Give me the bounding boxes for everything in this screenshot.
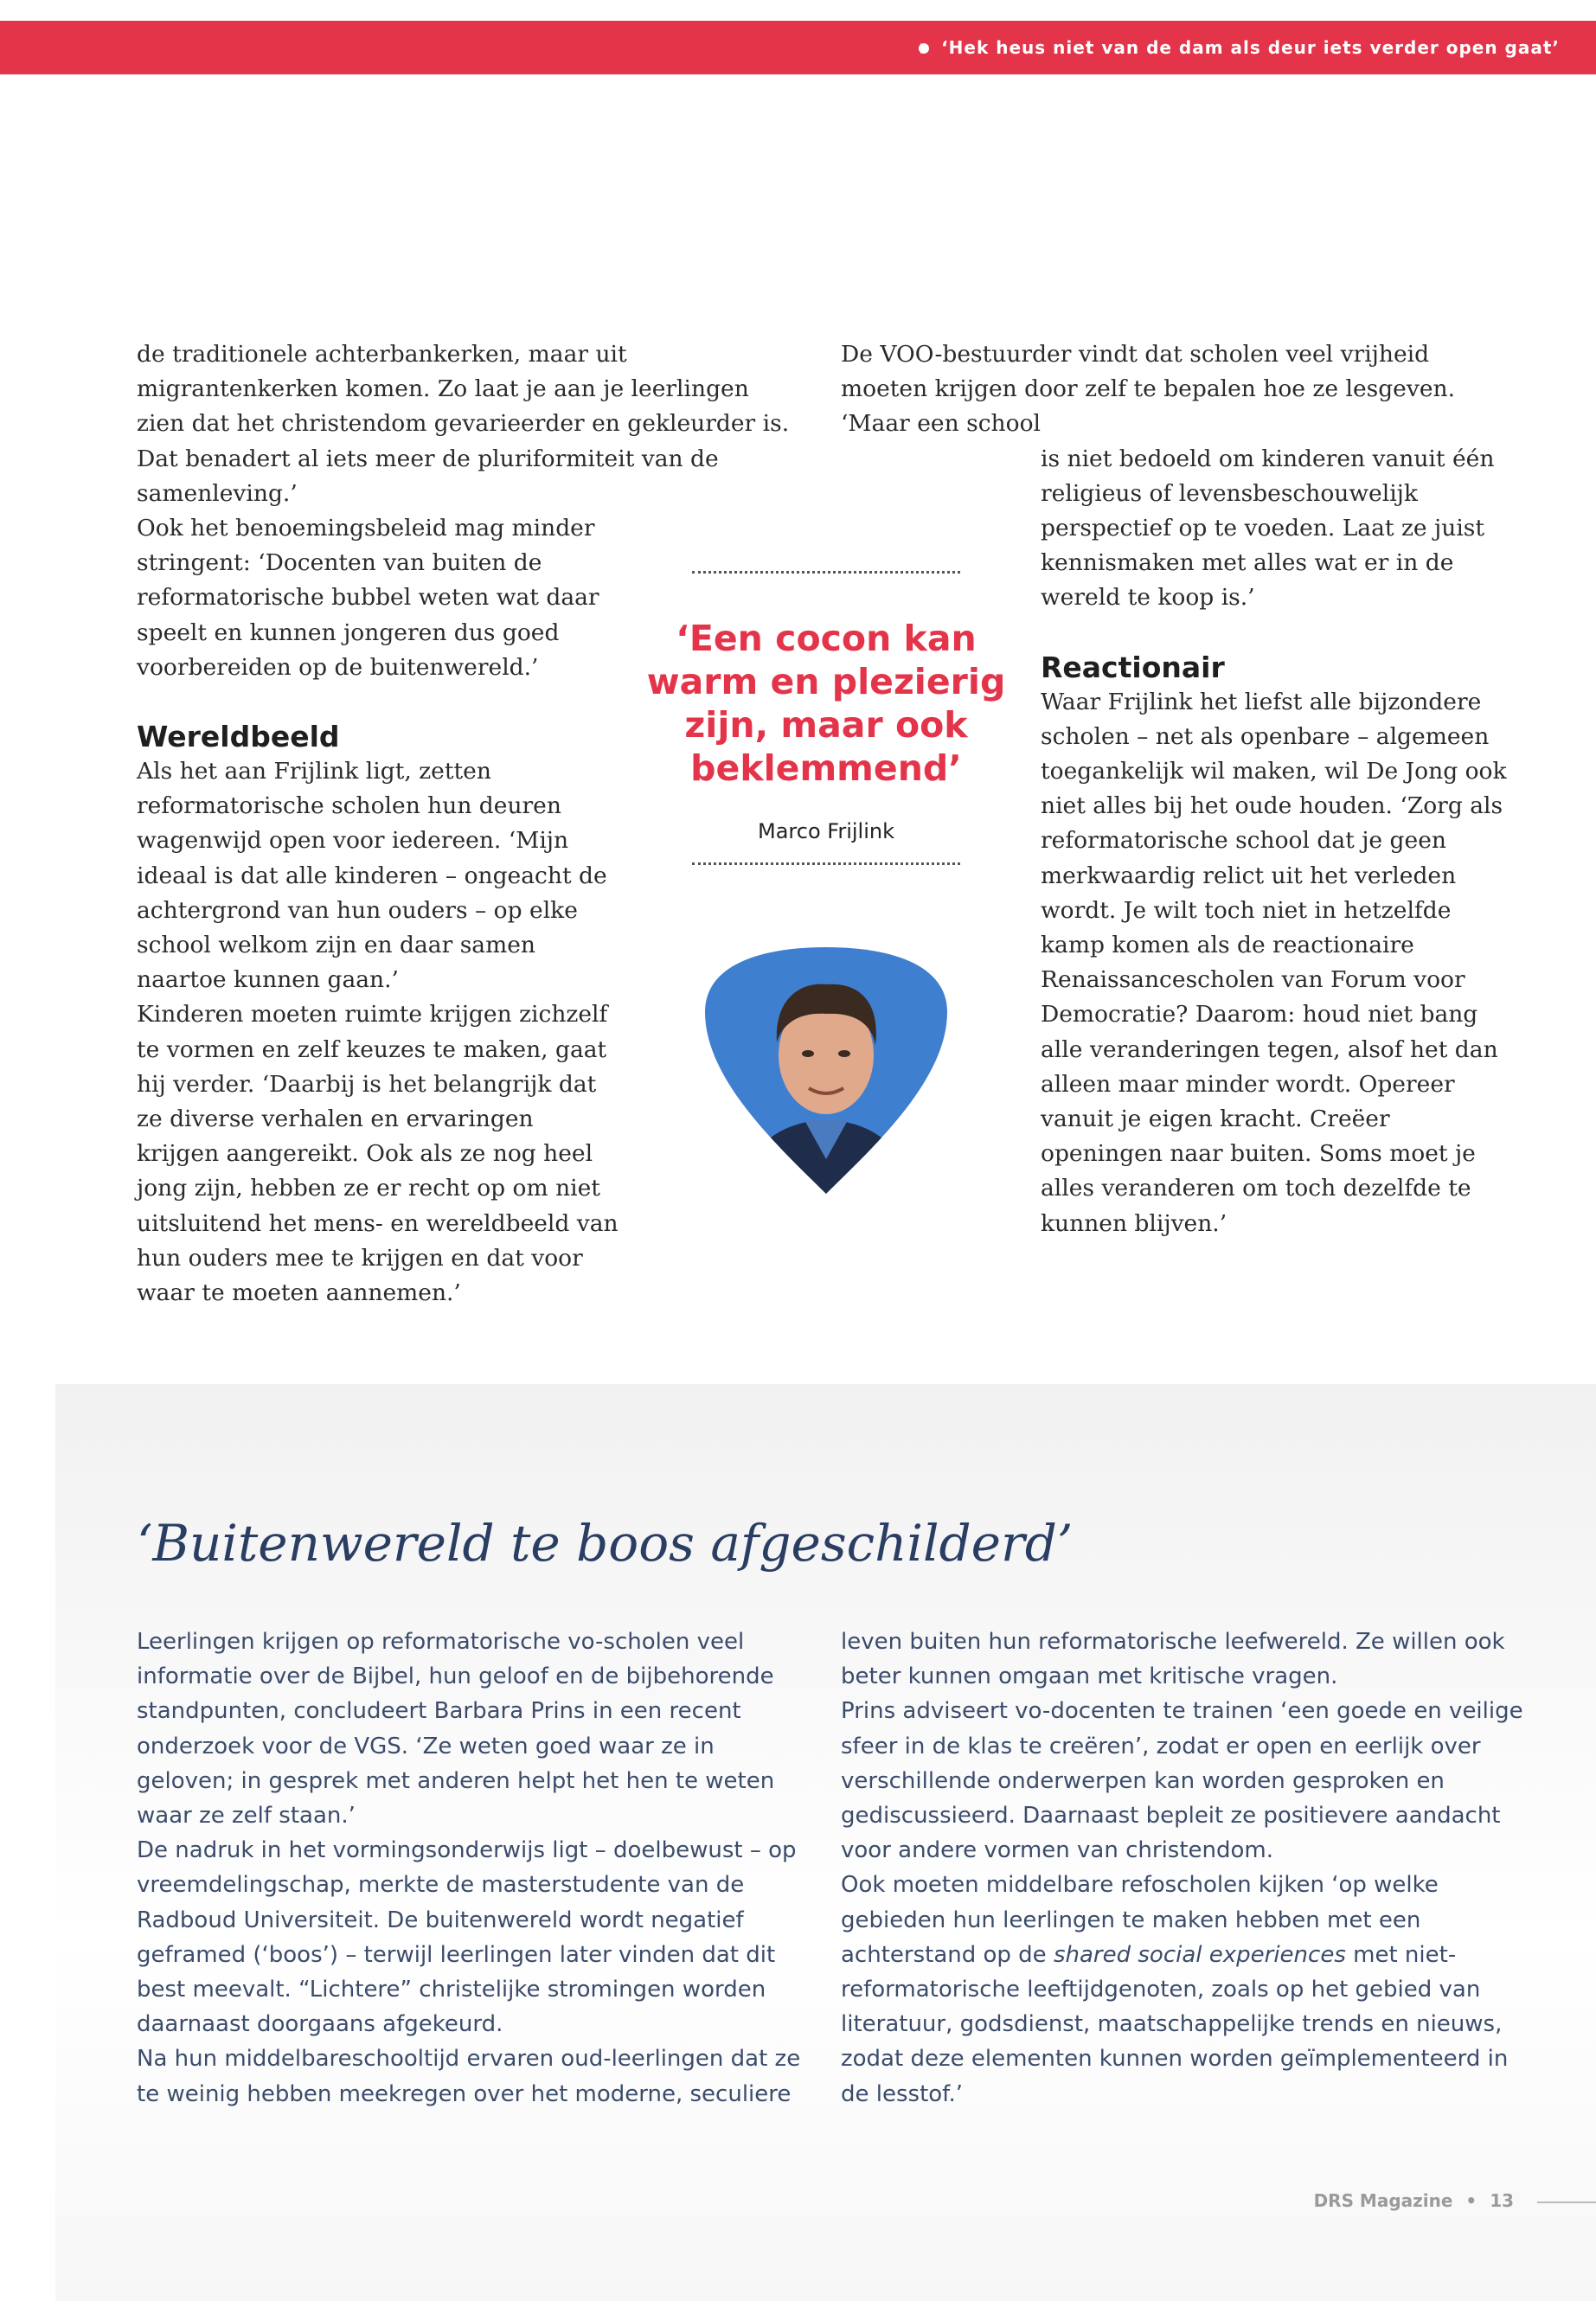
paragraph: de traditionele achterbankerken, maar uit migrantenkerken komen. Zo laat je aan je leerlingen zien dat het christendom gevarieerder en gekleurder is. Dat benadert al iets meer de pluriformiteit van de samenleving.’ [137, 341, 790, 507]
article-column-right [841, 337, 1533, 1241]
info-box-title: ‘Buitenwereld te boos afgeschilderd’ [137, 1514, 1074, 1573]
section-heading-reactionair: Reactionair [1041, 650, 1225, 684]
paragraph [841, 1868, 1524, 2111]
paragraph: Waar Frijlink het liefst alle bijzondere scholen – net als openbare – algemeen toegankelijk wil maken, wil De Jong ook niet alles bij het oude houden. ‘Zorg als reformatorische school dat je geen merkwaardig relict uit het verleden wordt. Je wilt toch niet in hetzelfde kamp komen als de reactionaire Renaissancescholen van Forum voor Democratie? Daarom: houd niet bang alle veranderingen tegen, alsof het dan alleen maar minder wordt. Opereer vanuit je eigen kracht. Creëer openingen naar buiten. Soms moet je alles veranderen om toch dezelfde te kunnen blijven.’ [1041, 688, 1507, 1237]
emphasis-text: shared social experiences [1053, 1941, 1346, 1968]
paragraph: Prins adviseert vo-docenten te trainen ‘een goede en veilige sfeer in de klas te creëren’, zodat er open en eerlijk over verschillende onderwerpen kan worden gesproken en gediscussieerd. Daarnaast bepleit ze positievere aandacht voor andere vormen van christendom. [841, 1698, 1523, 1864]
paragraph: De nadruk in het vormingsonderwijs ligt – doelbewust – op vreemdelingschap, merkte de masterstudente van de Radboud Universiteit. De buitenwereld wordt negatief geframed (‘boos’) – terwijl leerlingen later vinden dat dit best meevalt. “Lichtere” christelijke stromingen worden daarnaast doorgaans afgekeurd. [137, 1837, 797, 2038]
paragraph-text: met niet-reformatorische leeftijdgenoten, zoals op het gebied van literatuur, godsdienst, maatschappelijke trends en nieuws, zodat deze elementen kunnen worden geïmplementeerd in de lesstof.’ [841, 1941, 1509, 2107]
paragraph: Als het aan Frijlink ligt, zetten reformatorische scholen hun deuren wagenwijd open voor iedereen. ‘Mijn ideaal is dat alle kinderen – ongeacht de achtergrond van hun ouders – op elke school welkom zijn en daar samen naartoe kunnen gaan.’ [137, 758, 607, 994]
page-number: 13 [1490, 2190, 1515, 2211]
pull-quote-author: Marco Frijlink [758, 819, 894, 843]
paragraph: is niet bedoeld om kinderen vanuit één religieus of levensbeschouwelijk perspectief op te voeden. Laat ze juist kennismaken met alles wat er in de wereld te koop is.’ [1041, 445, 1495, 612]
magazine-name: DRS Magazine [1313, 2190, 1453, 2211]
header-bar [0, 21, 1596, 74]
paragraph: leven buiten hun reformatorische leefwereld. Ze willen ook beter kunnen omgaan met kritische vragen. [841, 1629, 1505, 1690]
running-header [919, 37, 1560, 58]
paragraph: Na hun middelbareschooltijd ervaren oud-leerlingen dat ze te weinig hebben meekregen over het moderne, seculiere [137, 2046, 801, 2107]
section-heading-wereldbeeld: Wereldbeeld [137, 720, 340, 754]
info-box-column-left [137, 1625, 811, 2112]
page-footer [1314, 2190, 1596, 2216]
pull-quote-text: ‘Een cocon kan warm en plezierig zijn, maar ook beklemmend’ [646, 618, 1006, 789]
paragraph: Kinderen moeten ruimte krijgen zichzelf te vormen en zelf keuzes te maken, gaat hij verder. ‘Daarbij is het belangrijk dat ze diverse verhalen en ervaringen krijgen aangereikt. Ook als ze nog heel jong zijn, hebben ze er recht op om niet uitsluitend het mens- en wereldbeeld van hun ouders mee te krijgen en dat voor waar te moeten aannemen.’ [137, 1001, 619, 1307]
info-box-column-right [841, 1625, 1524, 2112]
paragraph: Leerlingen krijgen op reformatorische vo-scholen veel informatie over de Bijbel, hun geloof en de bijbehorende standpunten, concludeert Barbara Prins in een recent onderzoek voor de VGS. ‘Ze weten goed waar ze in geloven; in gesprek met anderen helpt het hen te weten waar ze zelf staan.’ [137, 1629, 775, 1830]
paragraph: Ook het benoemingsbeleid mag minder stringent: ‘Docenten van buiten de reformatorische bubbel weten wat daar speelt en kunnen jongeren dus goed voorbereiden op de buitenwereld.’ [137, 515, 599, 681]
paragraph-text: Ook moeten middelbare refoscholen kijken ‘op welke gebieden hun leerlingen te maken hebben met een achterstand op de [841, 1872, 1439, 1968]
paragraph: De VOO-bestuurder vindt dat scholen veel vrijheid moeten krijgen door zelf te bepalen hoe ze lesgeven. ‘Maar een school [841, 341, 1456, 438]
speech-bubble-icon [919, 39, 931, 53]
footer-separator: • [1465, 2190, 1477, 2211]
running-header-title: ‘Hek heus niet van de dam als deur iets verder open gaat’ [941, 37, 1560, 58]
footer-rule [1537, 2202, 1596, 2203]
